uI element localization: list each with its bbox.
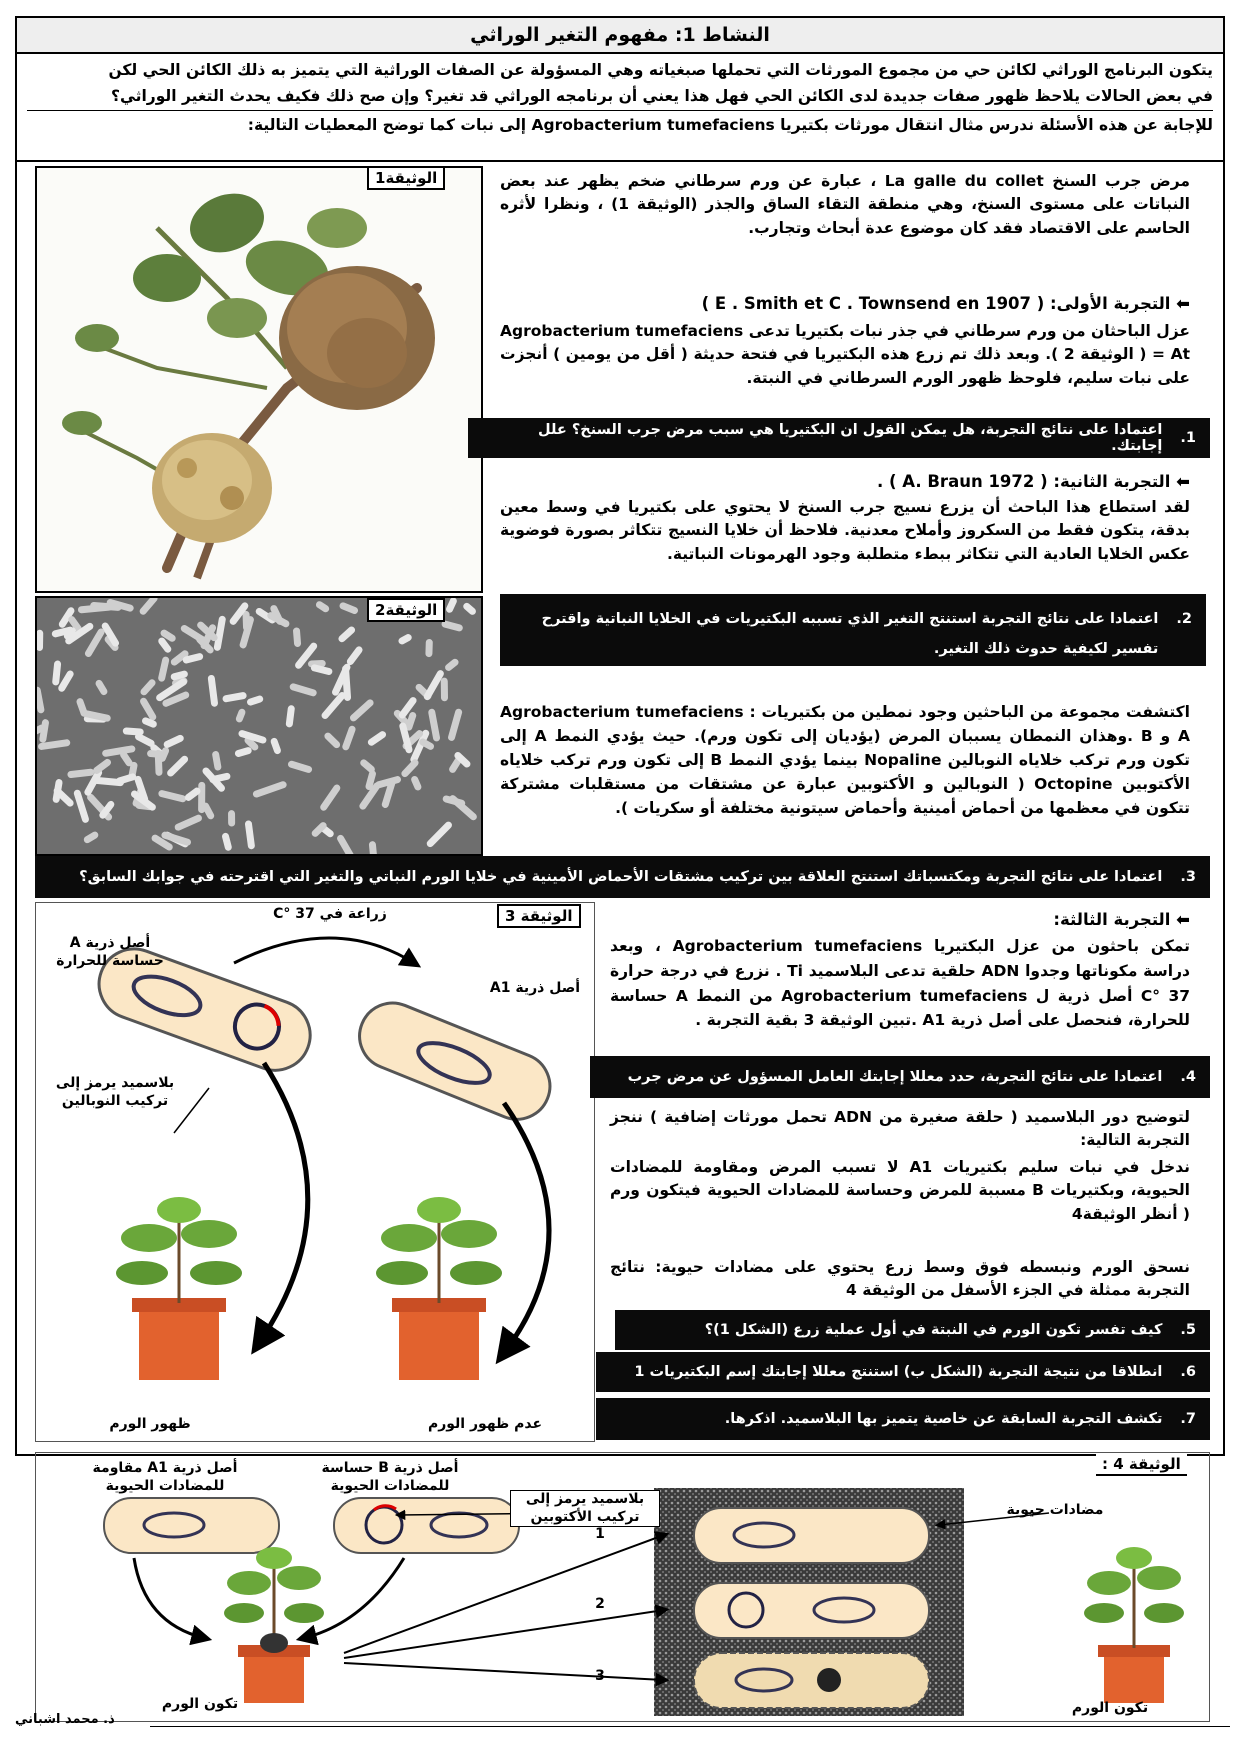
exp3-body: تمكن باحثون من عزل البكتيريا Agrobacterium tumefaciens ، وبعد دراسة مكوناتها وجدوا ADN حلقية تدعى البلاسميد Ti . نزرع في درجة حرارة 37 °C أصل ذرية ل Agrobacterium tumefaciens من النمط A حساسة للحرارة، فنحصل على أصل ذرية A1 .تبين الوثيقة 3 بقية التجربة . — [610, 937, 1191, 1030]
doc1-label: الوثيقة1 — [367, 166, 445, 190]
doc2-figure — [35, 596, 483, 856]
galle-description: مرض جرب السنخ La galle du collet ، عبارة عن ورم سرطاني ضخم يظهر عند بعض النباتات على مستوى السنخ، وهي منطقة التقاء الساق والجذر (الوثيقة 1) ، ونظرا لأثره الحاسم على الاقتصاد فقد كان موضوع عدة أبحاث وتجارب. — [500, 172, 1190, 237]
doc1-figure — [35, 166, 483, 593]
doc3-strain-a: أصل ذرية A حساسة للحرارة — [56, 935, 164, 969]
intro-paragraph-1: يتكون البرنامج الوراثي لكائن حي من مجموع المورثات التي تحملها صبغياته وهي المسؤولة عن الصفات الوراثية التي يتميز به ذلك الكائن الحي لكن — [108, 61, 1213, 79]
question-6: 6. انطلاقا من نتيجة التجربة (الشكل ب) استنتج معللا إجابتك إسم البكتيريات 1 — [596, 1352, 1210, 1392]
question-7: 7. تكشف التجربة السابقة عن خاصية يتميز بها البلاسميد. اذكرها. — [596, 1398, 1210, 1440]
doc3-strain-a1: أصل ذرية A1 — [489, 980, 581, 996]
doc4-tumor-label-2: تكون الورم — [1071, 1700, 1149, 1716]
question-3: 3. اعتمادا على نتائج التجربة ومكتسباتك استنتج العلاقة بين تركيب مشتقات الأحماض الأمينية في خلايا الورم النباتي والتغير التي اقترحته في جوابك السابق؟ — [35, 856, 1210, 898]
doc2-label: الوثيقة2 — [367, 598, 445, 622]
exp1-title: ⬅ التجربة الأولى: ( E . Smith et C . Townsend en 1907 ) — [701, 294, 1190, 313]
arrow-icon: ⬅ — [1170, 472, 1190, 491]
strains-description: اكتشفت مجموعة من الباحثين وجود نمطين من بكتيريات Agrobacterium tumefaciens : A و B .وهذان النمطان يسببان المرض (يؤديان إلى تكون ورم). حيث يؤدي النمط A إلى تكون ورم تركب خلاياه النوبالين Nopaline بينما يؤدي النمط B إلى تكون ورم تركب خلاياه الأكتوبين Octopine ( النوبالين و الأكتوبين عبارة عن مشتقات من مستقلبات مشتركة تتكون في معظمها من أحماض أمينية وأحماض سيتونية مختلفة أو سكريات ). — [500, 703, 1191, 818]
doc4-arrow-2-label: 2 — [595, 1596, 605, 1612]
exp3-title: ⬅ التجربة الثالثة: — [1053, 910, 1190, 929]
doc3-no-tumor-label: عدم ظهور الورم — [427, 1416, 543, 1432]
plasmid-role: لتوضيح دور البلاسميد ( حلقة صغيرة من ADN تحمل مورثات إضافية ) ننجز التجربة التالية: — [610, 1108, 1190, 1150]
doc4-antibiotics-label: مضادات حيوية — [1006, 1502, 1104, 1518]
question-1: 1. اعتمادا على نتائج التجربة، هل يمكن القول ان البكتيريا هي سبب مرض جرب السنخ؟ علل إجابتك. — [468, 418, 1210, 458]
exp1-body: عزل الباحثان من ورم سرطاني في جذر نبات بكتيريا تدعى Agrobacterium tumefaciens = At ( الوثيقة 2 ). وبعد ذلك تم زرع هذه البكتيريا في فتحة حديثة ( أقل من يومين ) أنجزت على نبات سليم، فلوحظ ظهور الورم السرطاني في النبتة. — [500, 322, 1190, 387]
exp2-title: ⬅ التجربة الثانية: ( A. Braun 1972 ) . — [876, 472, 1190, 491]
page-title: النشاط 1: مفهوم التغير الوراثي — [15, 16, 1225, 54]
doc4-tumor-label-1: تكون الورم — [161, 1696, 239, 1712]
doc4-label: الوثيقة 4 : — [1096, 1454, 1187, 1476]
footer-author: ذ. محمد اشباني — [15, 1712, 115, 1727]
doc3-culture-label: زراعة في 37 °C — [273, 906, 387, 922]
question-4: 4. اعتمادا على نتائج التجربة، حدد معللا إجابتك العامل المسؤول عن مرض جرب — [590, 1056, 1210, 1098]
intro-paragraph-3: للإجابة عن هذه الأسئلة ندرس مثال انتقال مورثات بكتيريا Agrobacterium tumefaciens إلى نبات كما توضح المعطيات التالية: — [27, 110, 1213, 137]
doc4-strain-a1: أصل ذرية A1 مقاومة للمضادات الحيوية — [92, 1460, 238, 1494]
doc3-plasmid-label: بلاسميد يرمز إلى تركيب النوبالين — [55, 1075, 175, 1109]
doc4-arrow-1-label: 1 — [595, 1526, 605, 1542]
doc4-strain-b: أصل ذرية B حساسة للمضادات الحيوية — [321, 1460, 459, 1494]
doc4-arrow-3-label: 3 — [595, 1668, 605, 1684]
intro-paragraph-2: في بعض الحالات يلاحظ ظهور صفات جديدة لدى الكائن الحي فهل هذا يعني أن برنامجه الوراثي قد تغير؟ وإن صح ذلك فكيف يحدث التغير الوراثي؟ — [110, 87, 1213, 106]
doc3-label: الوثيقة 3 — [497, 904, 581, 928]
grind-description: نسحق الورم ونبسطه فوق وسط زرع يحتوي على مضادات حيوية: نتائج التجربة ممثلة في الجزء الأسفل من الوثيقة 4 — [610, 1258, 1190, 1300]
doc3-tumor-label: ظهور الورم — [109, 1416, 191, 1432]
arrow-icon: ⬅ — [1170, 910, 1190, 929]
question-5: 5. كيف تفسر تكون الورم في النبتة في أول عملية زرع (الشكل 1)؟ — [615, 1310, 1210, 1350]
bacteria-micrograph — [37, 598, 481, 854]
exp2-body: لقد استطاع هذا الباحث أن يزرع نسيج جرب السنخ لا يحتوي على بكتيريا في وسط معين بدقة، يتكون فقط من السكروز وأملاح معدنية. فلاحظ أن خلايا النسيج تتكاثر بصورة فوضوية عكس الخلايا العادية التي تتكاثر ببطء متطلبة وجود الهرمونات النباتية. — [500, 498, 1190, 563]
plasmid-experiment: ندخل في نبات سليم بكتيريات A1 لا تسبب المرض ومقاومة للمضادات الحيوية، وبكتيريات B مسببة للمرض وحساسة للمضادات الحيوية فيتكون ورم ( أنظر الوثيقة4 — [610, 1158, 1190, 1223]
footer-divider — [150, 1726, 1230, 1727]
intro-section — [15, 54, 1225, 162]
question-2: 2. اعتمادا على نتائج التجربة استنتج التغير الذي تسببه البكتيريات في الخلايا النباتية واقترح تفسير لكيفية حدوث ذلك التغير. — [500, 594, 1206, 666]
doc4-plasmid-label: بلاسميد يرمز إلى تركيب الأكتوبين — [510, 1490, 660, 1527]
crown-gall-photo — [37, 168, 481, 591]
arrow-icon: ⬅ — [1170, 294, 1190, 313]
